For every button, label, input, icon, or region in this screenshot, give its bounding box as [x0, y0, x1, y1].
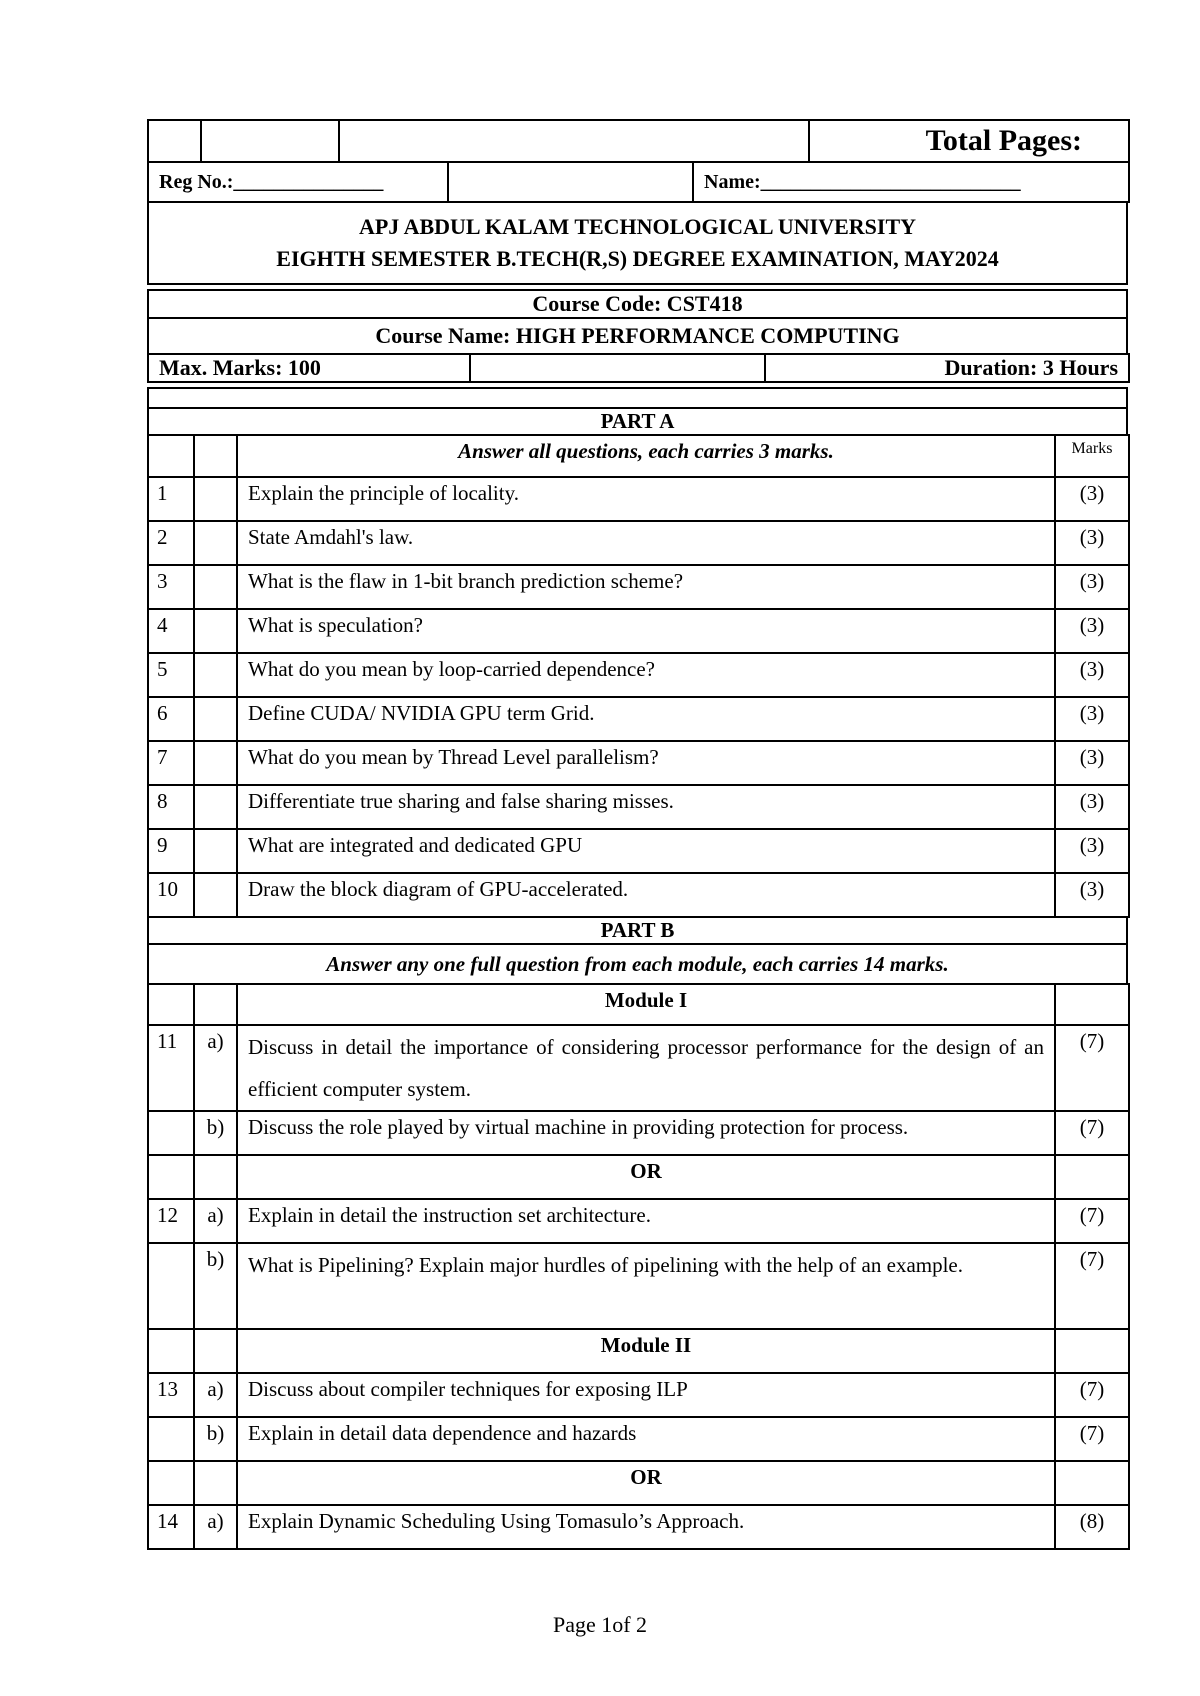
course-name: Course Name: HIGH PERFORMANCE COMPUTING: [148, 318, 1127, 354]
question-row: [148, 785, 1129, 829]
question-marks: (3): [1055, 697, 1129, 741]
course-code-row: [147, 289, 1128, 319]
question-text: Differentiate true sharing and false sharing misses.: [237, 785, 1055, 829]
question-text: State Amdahl's law.: [237, 521, 1055, 565]
question-text: What is speculation?: [237, 609, 1055, 653]
question-text: Explain in detail data dependence and hazards: [237, 1417, 1055, 1461]
question-number: 9: [148, 829, 194, 873]
exam-title: EIGHTH SEMESTER B.TECH(R,S) DEGREE EXAMINATION, MAY2024: [276, 246, 999, 271]
part-a-header: [147, 407, 1128, 436]
question-text: What are integrated and dedicated GPU: [237, 829, 1055, 873]
blank-cell: [1055, 1329, 1129, 1373]
question-text: What do you mean by loop-carried dependence?: [237, 653, 1055, 697]
question-marks: (7): [1055, 1025, 1129, 1111]
blank-cell: [148, 388, 1127, 408]
part-b-header: [147, 916, 1128, 945]
or-separator: OR: [237, 1461, 1055, 1505]
blank-cell: [339, 120, 809, 162]
question-text: Explain Dynamic Scheduling Using Tomasulo’s Approach.: [237, 1505, 1055, 1549]
blank-cell: [148, 1111, 194, 1155]
question-number: 7: [148, 741, 194, 785]
exam-sheet: [147, 119, 1128, 1550]
reg-name-row: [147, 161, 1130, 203]
blank-cell: [194, 1155, 237, 1199]
part-b-instruction-row: [147, 943, 1128, 985]
sub-question-label: a): [194, 1373, 237, 1417]
blank-cell: [1055, 1461, 1129, 1505]
total-pages-row: [147, 119, 1130, 163]
question-marks: (7): [1055, 1417, 1129, 1461]
part-a-table: [147, 434, 1130, 918]
question-row: [148, 477, 1129, 521]
question-row: [148, 1417, 1129, 1461]
question-number: 2: [148, 521, 194, 565]
question-row: [148, 1111, 1129, 1155]
question-number: 12: [148, 1199, 194, 1243]
max-marks: Max. Marks: 100: [148, 354, 470, 382]
or-separator: OR: [237, 1155, 1055, 1199]
sub-question-label: b): [194, 1417, 237, 1461]
question-text: Explain the principle of locality.: [237, 477, 1055, 521]
university-block: [147, 201, 1128, 285]
course-code: Course Code: CST418: [148, 290, 1127, 318]
blank-cell: [1055, 1155, 1129, 1199]
question-marks: (3): [1055, 741, 1129, 785]
question-text: Draw the block diagram of GPU-accelerated.: [237, 873, 1055, 917]
blank-cell: [194, 477, 237, 521]
question-row: [148, 741, 1129, 785]
question-row: [148, 1373, 1129, 1417]
question-marks: (3): [1055, 873, 1129, 917]
question-text: What do you mean by Thread Level parallelism?: [237, 741, 1055, 785]
blank-cell: [148, 1417, 194, 1461]
question-number: 4: [148, 609, 194, 653]
sub-question-label: a): [194, 1505, 237, 1549]
question-row: [148, 829, 1129, 873]
question-number: 6: [148, 697, 194, 741]
question-row: [148, 609, 1129, 653]
question-row: [148, 873, 1129, 917]
reg-no-label: Reg No.:_______________: [148, 162, 448, 202]
question-row: [148, 521, 1129, 565]
module-heading: Module I: [237, 984, 1055, 1025]
question-text: Discuss in detail the importance of considering processor performance for the design of an efficient computer system.: [237, 1025, 1055, 1111]
question-number: 5: [148, 653, 194, 697]
blank-row: [147, 387, 1128, 409]
sub-question-label: b): [194, 1111, 237, 1155]
question-number: 14: [148, 1505, 194, 1549]
blank-cell: [148, 120, 201, 162]
blank-cell: [470, 354, 765, 382]
blank-cell: [194, 873, 237, 917]
question-row: [148, 1243, 1129, 1329]
question-text: Discuss about compiler techniques for exposing ILP: [237, 1373, 1055, 1417]
sub-question-label: a): [194, 1199, 237, 1243]
question-row: [148, 1505, 1129, 1549]
marks-duration-row: [147, 353, 1130, 383]
blank-cell: [194, 984, 237, 1025]
question-row: [148, 1025, 1129, 1111]
part-b-instruction: Answer any one full question from each module, each carries 14 marks.: [148, 944, 1127, 984]
question-number: 8: [148, 785, 194, 829]
question-text: What is Pipelining? Explain major hurdles of pipelining with the help of an example.: [237, 1243, 1055, 1329]
part-a-title: PART A: [148, 408, 1127, 435]
blank-cell: [194, 785, 237, 829]
course-name-row: [147, 317, 1128, 355]
question-marks: (3): [1055, 829, 1129, 873]
question-text: Discuss the role played by virtual machine in providing protection for process.: [237, 1111, 1055, 1155]
question-text: Define CUDA/ NVIDIA GPU term Grid.: [237, 697, 1055, 741]
question-marks: (3): [1055, 565, 1129, 609]
module-heading: Module II: [237, 1329, 1055, 1373]
question-marks: (7): [1055, 1373, 1129, 1417]
blank-cell: [1055, 984, 1129, 1025]
question-marks: (3): [1055, 653, 1129, 697]
part-a-instruction: Answer all questions, each carries 3 marks.: [237, 435, 1055, 477]
blank-cell: [148, 1461, 194, 1505]
sub-question-label: a): [194, 1025, 237, 1111]
question-number: 3: [148, 565, 194, 609]
question-text: What is the flaw in 1-bit branch prediction scheme?: [237, 565, 1055, 609]
part-b-table: [147, 983, 1130, 1550]
question-row: [148, 697, 1129, 741]
question-row: [148, 1199, 1129, 1243]
question-marks: (7): [1055, 1199, 1129, 1243]
blank-cell: [194, 741, 237, 785]
blank-cell: [148, 435, 194, 477]
blank-cell: [194, 609, 237, 653]
blank-cell: [148, 1243, 194, 1329]
question-marks: (3): [1055, 785, 1129, 829]
blank-cell: [194, 521, 237, 565]
blank-cell: [148, 984, 194, 1025]
university-title: [148, 202, 1127, 284]
blank-cell: [194, 653, 237, 697]
question-number: 13: [148, 1373, 194, 1417]
total-pages-label: Total Pages:: [809, 120, 1129, 162]
blank-cell: [148, 1155, 194, 1199]
blank-cell: [448, 162, 693, 202]
blank-cell: [194, 1461, 237, 1505]
question-row: [148, 565, 1129, 609]
sub-question-label: b): [194, 1243, 237, 1329]
marks-column-label: Marks: [1055, 435, 1129, 477]
question-number: 1: [148, 477, 194, 521]
question-number: 11: [148, 1025, 194, 1111]
question-marks: (3): [1055, 609, 1129, 653]
part-b-title: PART B: [148, 917, 1127, 944]
blank-cell: [148, 1329, 194, 1373]
question-marks: (7): [1055, 1111, 1129, 1155]
blank-cell: [194, 435, 237, 477]
name-label: Name:__________________________: [693, 162, 1129, 202]
question-row: [148, 653, 1129, 697]
question-text: Explain in detail the instruction set architecture.: [237, 1199, 1055, 1243]
blank-cell: [201, 120, 339, 162]
blank-cell: [194, 697, 237, 741]
blank-cell: [194, 829, 237, 873]
blank-cell: [194, 1329, 237, 1373]
blank-cell: [194, 565, 237, 609]
university-name: APJ ABDUL KALAM TECHNOLOGICAL UNIVERSITY: [358, 214, 917, 239]
question-marks: (8): [1055, 1505, 1129, 1549]
question-marks: (3): [1055, 477, 1129, 521]
question-marks: (3): [1055, 521, 1129, 565]
duration: Duration: 3 Hours: [765, 354, 1129, 382]
page-number: Page 1of 2: [552, 1612, 648, 1637]
question-number: 10: [148, 873, 194, 917]
question-marks: (7): [1055, 1243, 1129, 1329]
